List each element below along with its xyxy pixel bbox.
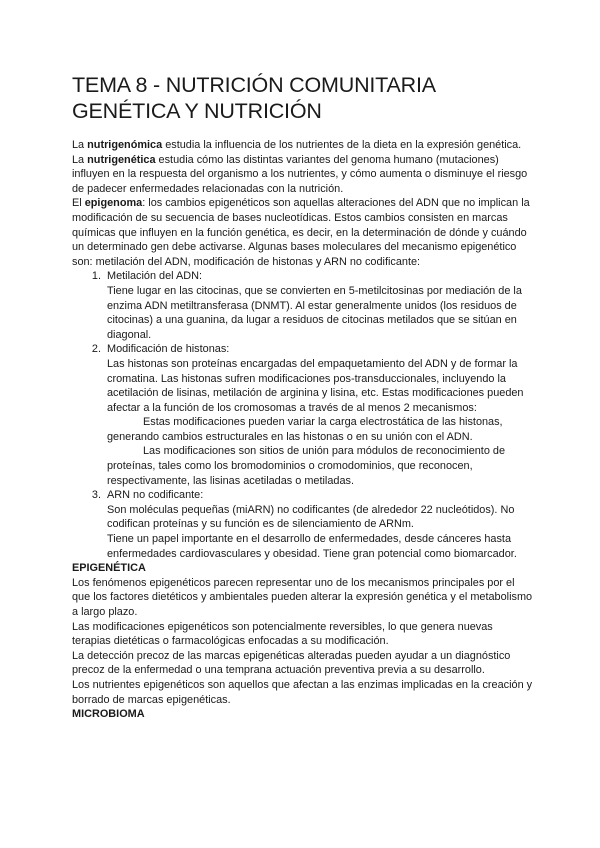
paragraph-epigenoma: El epigenoma: los cambios epigenéticos son aquellas alteraciones del ADN que no implican la modificación de su secuencia de bases nucleotídicas. Estos cambios consisten en marcas químicas que influyen en la función genética, es decir, en la determinación de dónde y cuándo un determinado gen debe activarse. Algunas bases moleculares del mecanismo epigenético son: metilación del ADN, modificación de histonas y ARN no codificante:	[72, 197, 530, 268]
list-item	[72, 342, 534, 488]
document-body	[72, 138, 534, 722]
section-heading-microbioma: MICROBIOMA	[72, 708, 145, 721]
list-item-text: Tiene lugar en las citocinas, que se convierten en 5-metilcitosinas por mediación de la enzima ADN metiltransferasa (DNMT). Al estar generalmente unidos (los residuos de citocinas) a una guanina, da lugar a residuos de citocinas metilados que se sitúan en diagonal.	[107, 284, 522, 341]
term-nutrigenomica: nutrigenómica	[87, 139, 163, 151]
paragraph: Las modificaciones epigenéticos son potencialmente reversibles, lo que genera nuevas terapias dietéticas o farmacológicas enfocadas a su modificación.	[72, 620, 493, 648]
list-item-text: Las histonas son proteínas encargadas del empaquetamiento del ADN y de formar la cromatina. Las histonas sufren modificaciones pos-transduccionales, incluyendo la acetilación de lisinas, metilación de arginina y lisina, etc. Estas modificaciones pueden afectar a la función de los cromosomas a través de al menos 2 mecanismos:	[107, 357, 524, 414]
list-item	[72, 269, 534, 342]
list-item-text: Tiene un papel importante en el desarrollo de enfermedades, desde cánceres hasta enfermedades cardiovasculares y obesidad. Tiene gran potencial como biomarcador.	[107, 533, 517, 560]
list-item-subtext: Las modificaciones son sitios de unión para módulos de reconocimiento de proteínas, tales como los bromodominios o cromodominios, que reconocen, respectivamente, las lisinas acetiladas o metiladas.	[107, 445, 506, 487]
list-number: 3.	[91, 489, 101, 502]
paragraph-nutrigenetica: La nutrigenética estudia cómo las distintas variantes del genoma humano (mutaciones) influyen en la respuesta del organismo a los nutrientes, y cómo aumenta o disminuye el riesgo de padecer enfermedades relacionadas con la nutrición.	[72, 153, 528, 195]
paragraph: La detección precoz de las marcas epigenéticas alteradas pueden ayudar a un diagnóstico precoz de la enfermedad o una temprana actuación preventiva previa a su desarrollo.	[72, 649, 511, 677]
mechanisms-list	[72, 269, 534, 561]
list-item-text: Son moléculas pequeñas (miARN) no codificantes (de alrededor 22 nucleótidos). No codifican proteínas y su función es de silenciamiento de ARNm.	[107, 503, 515, 531]
list-number: 2.	[91, 343, 101, 356]
section-heading-epigenetica: EPIGENÉTICA	[72, 562, 146, 575]
paragraph: Los fenómenos epigenéticos parecen representar uno de los mecanismos principales por el que los factores dietéticos y ambientales pueden alterar la expresión genética y el metabolismo a largo plazo.	[72, 576, 533, 618]
paragraph-nutrigenomica: La nutrigenómica estudia la influencia de los nutrientes de la dieta en la expresión genética.	[72, 139, 522, 151]
paragraph: Los nutrientes epigenéticos son aquellos que afectan a las enzimas implicadas en la creación y borrado de marcas epigenéticas.	[72, 678, 533, 706]
page-title	[72, 72, 436, 124]
list-item	[72, 488, 534, 561]
title-line-2: GENÉTICA Y NUTRICIÓN	[72, 99, 322, 123]
list-number: 1.	[91, 270, 101, 283]
list-item-subtext: Estas modificaciones pueden variar la carga electrostática de las histonas, generando cambios estructurales en las histonas o en su unión con el ADN.	[107, 416, 503, 443]
list-item-heading: Modificación de histonas:	[107, 343, 230, 356]
title-line-1: TEMA 8 - NUTRICIÓN COMUNITARIA	[72, 73, 436, 97]
list-item-heading: Metilación del ADN:	[107, 270, 203, 283]
list-item-heading: ARN no codificante:	[107, 489, 204, 502]
term-nutrigenetica: nutrigenética	[87, 153, 156, 166]
term-epigenoma: epigenoma	[84, 197, 143, 210]
